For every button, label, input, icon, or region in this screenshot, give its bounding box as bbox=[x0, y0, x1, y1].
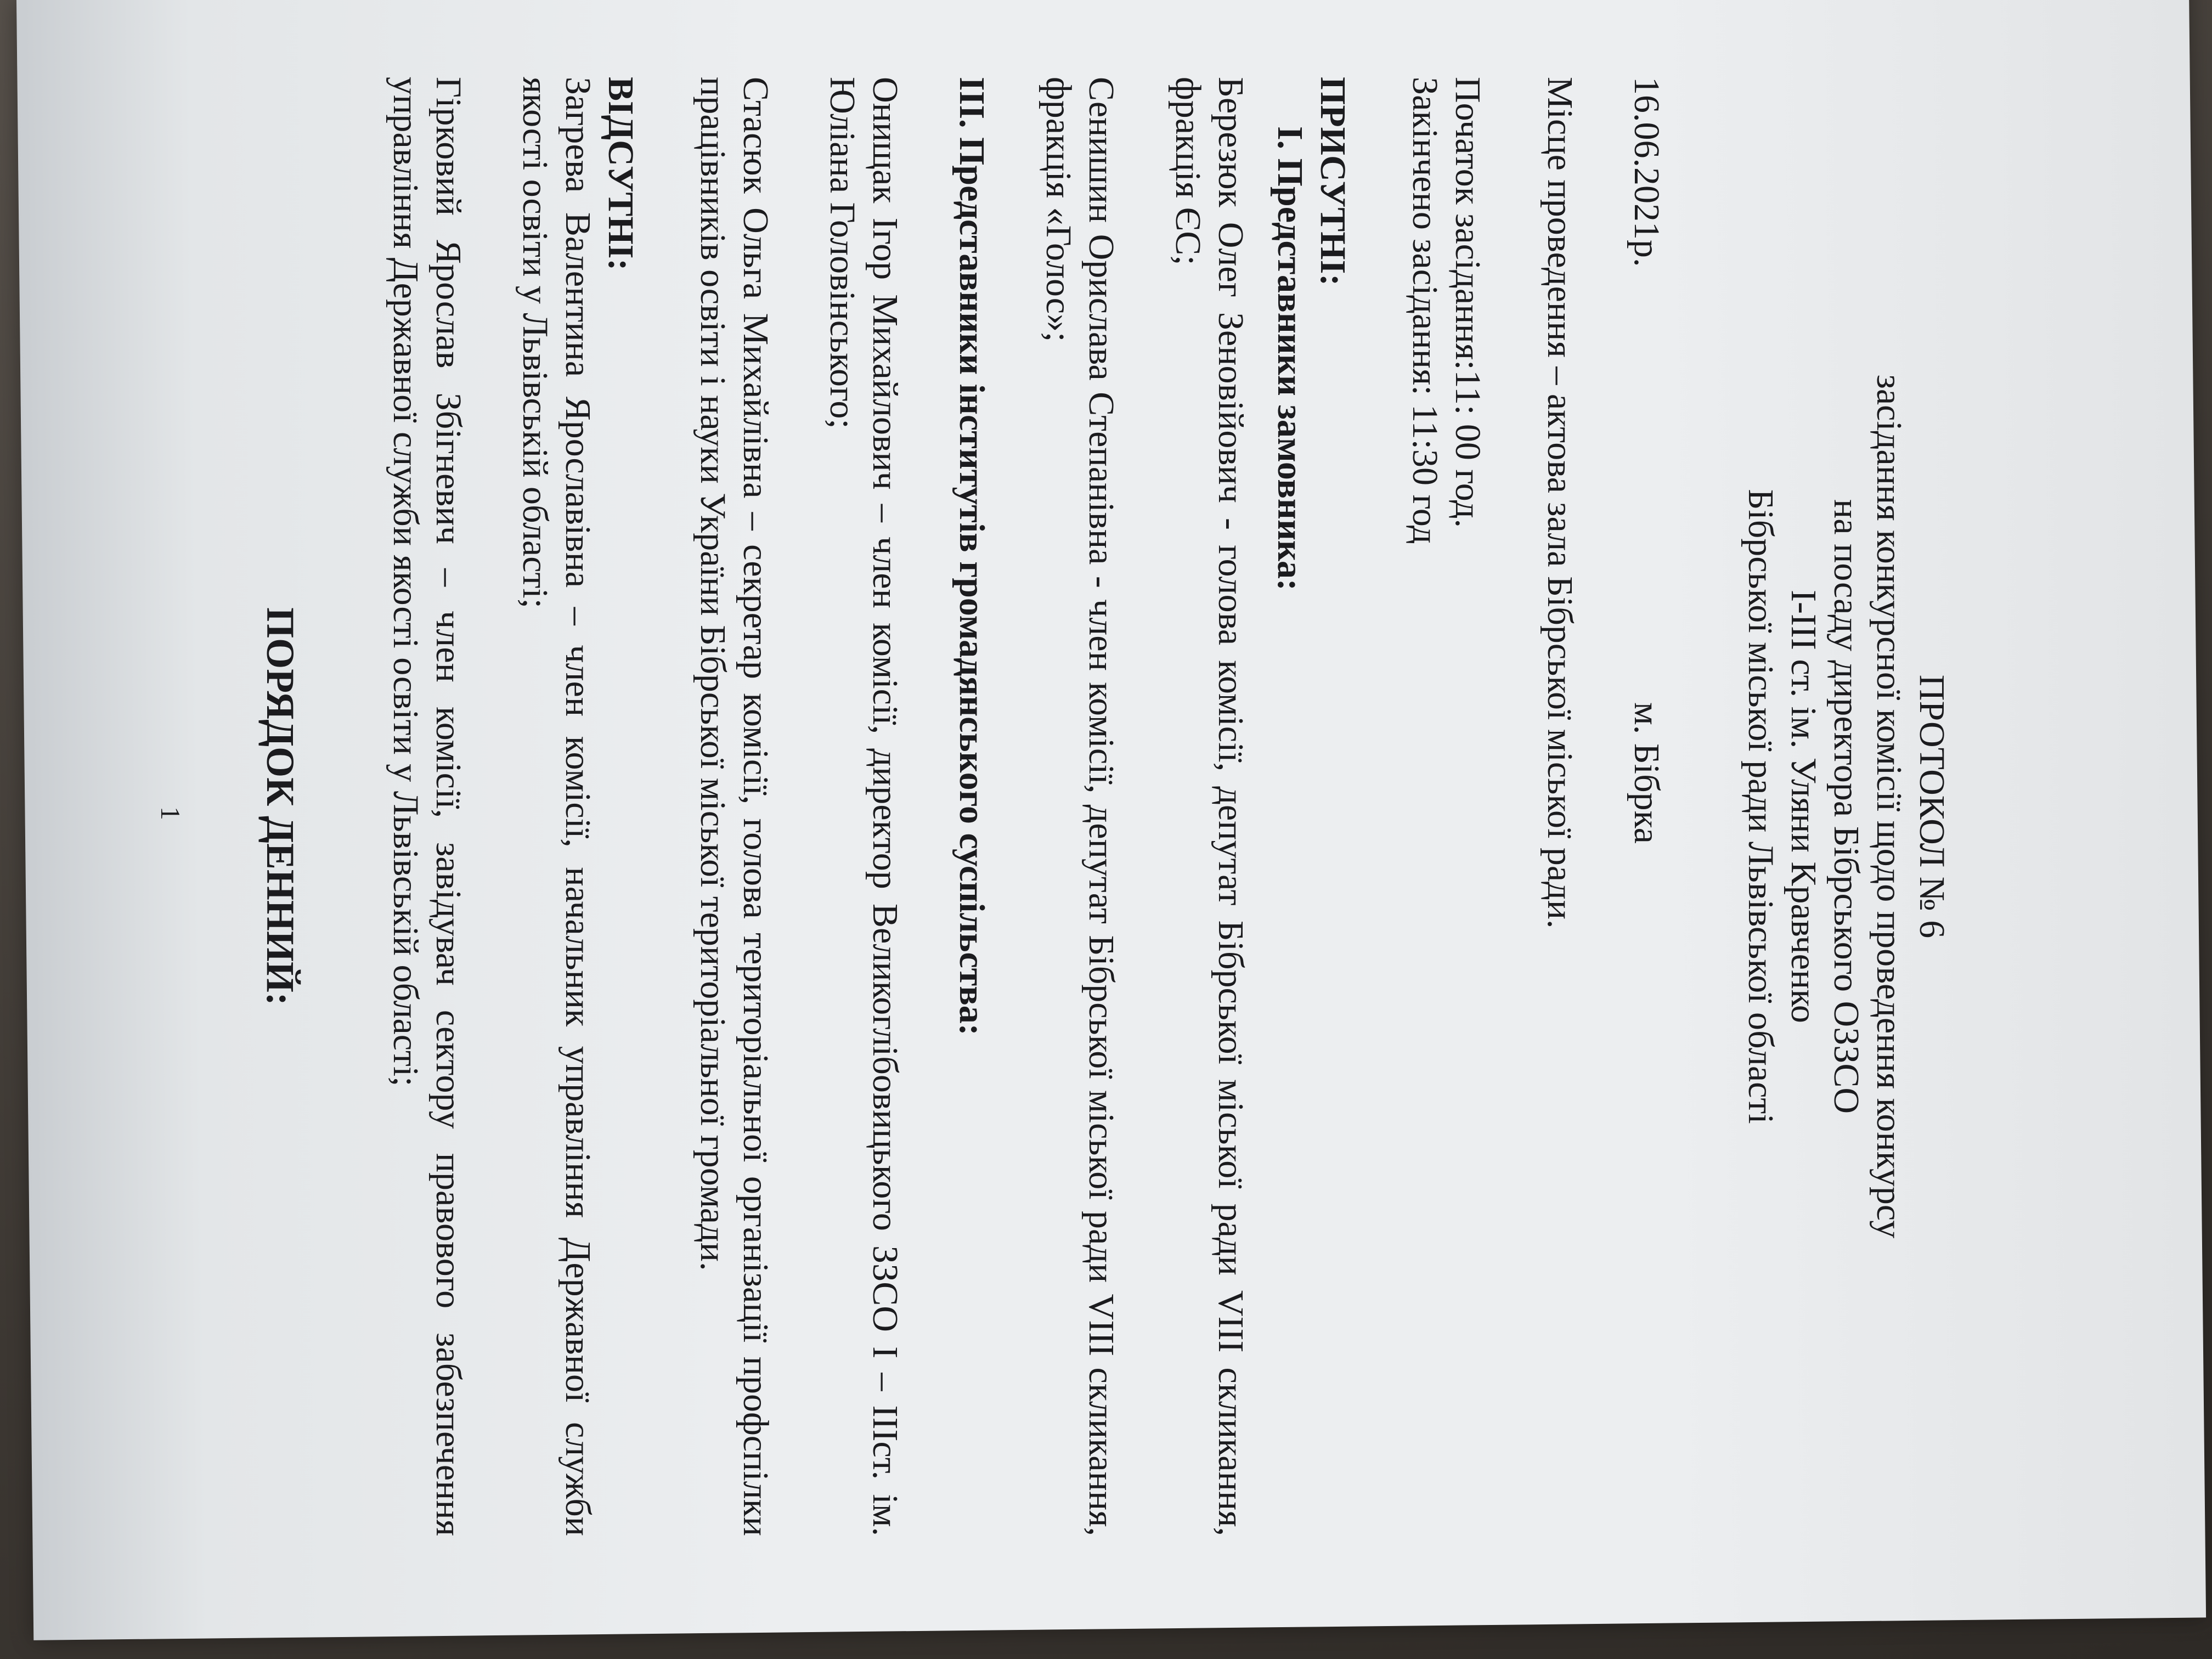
meeting-venue: Місце проведення – актова зала Бібрської міської ради. bbox=[1540, 77, 1580, 929]
member-entry: Гірковий Ярослав Збігневич – член комісії, завідувач сектору правового забезпечення управління Державної служби якості освіти у Львівській області; bbox=[386, 77, 469, 1536]
document-page bbox=[154, 77, 2019, 1536]
member-entry: Березюк Олег Зеновійович - голова комісії, депутат Бібрської міської ради VIII скликання, фракція ЄС; bbox=[1168, 77, 1251, 1536]
header-line: на посаду директора Бібрського ОЗЗСО bbox=[1826, 499, 1866, 1114]
member-entry: Загрева Валентина Ярославівна – член комісії, начальник управління Державної служби якості освіти у Львівській області; bbox=[515, 77, 598, 1536]
meeting-times bbox=[1403, 77, 1489, 1536]
member-entry: Сенишин Орислава Степанівна - член комісії, депутат Бібрської міської ради VIII скликання, фракція «Голос»; bbox=[1039, 77, 1121, 1536]
member-entry: Онищак Ігор Михайлович – член комісії, директор Великоглібовицького ЗЗСО І – ІІІст. ім. Юліана Головінського; bbox=[822, 77, 905, 1536]
header-line: Бібрської міської ради Львівської області bbox=[1741, 489, 1781, 1124]
page-number: 1 bbox=[155, 806, 186, 820]
customer-representatives-heading: І. Представники замовника: bbox=[1270, 126, 1310, 591]
document-header bbox=[1739, 77, 1953, 1536]
present-heading: ПРИСУТНІ: bbox=[1313, 77, 1353, 286]
present-section bbox=[1268, 77, 1354, 1536]
agenda-heading: ПОРЯДОК ДЕННИЙ: bbox=[258, 607, 302, 1006]
document-title: ПРОТОКОЛ № 6 bbox=[1912, 674, 1952, 939]
absent-section bbox=[514, 77, 642, 1536]
civil-society-heading: ІІІ. Представники інститутів громадянського суспільства: bbox=[952, 77, 992, 1036]
header-line: засідання конкурсної комісії щодо проведення конкурсу bbox=[1869, 374, 1909, 1239]
start-time: Початок засідання:11: 00 год. bbox=[1448, 77, 1488, 528]
meeting-date: 16.06.2021р. bbox=[1627, 77, 1667, 267]
header-line: І-ІІІ ст. ім. Уляни Кравченко bbox=[1784, 590, 1824, 1023]
end-time: Закінчено засідання: 11:30 год bbox=[1405, 77, 1445, 544]
member-entry: Стасюк Ольга Михайлівна – секретар комісії, голова територіальної організації профспілки працівників освіти і науки України Бібрської міської територіальної громади. bbox=[693, 77, 776, 1536]
meeting-city: м. Бібрка bbox=[1627, 702, 1667, 844]
absent-heading: ВІДСУТНІ: bbox=[601, 77, 641, 271]
date-place-row bbox=[1625, 77, 1668, 1536]
